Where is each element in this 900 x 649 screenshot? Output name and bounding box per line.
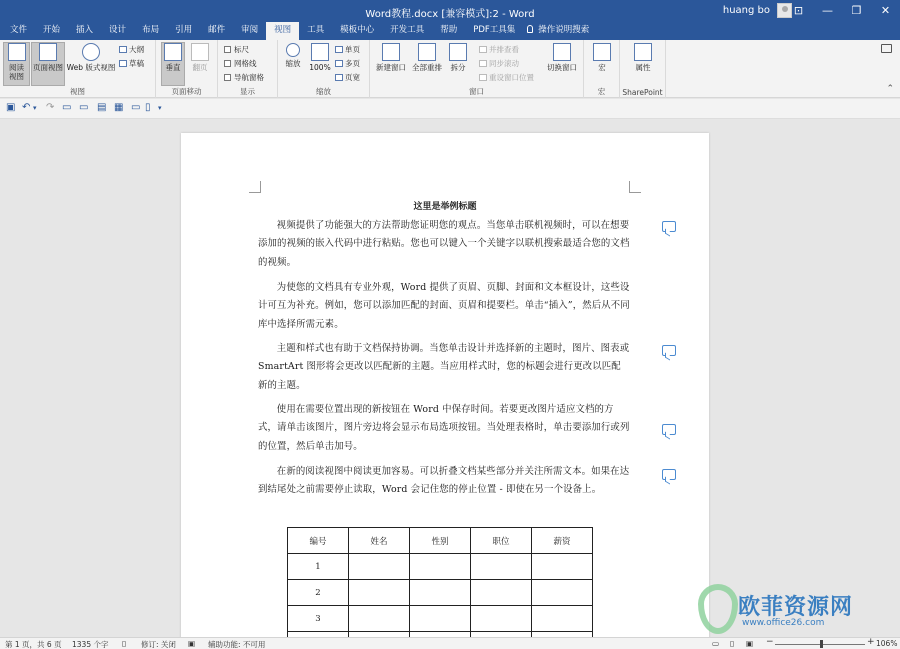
restore-button[interactable]: ❐	[851, 4, 862, 17]
reset-window-position-button[interactable]	[479, 73, 534, 83]
magnifier-icon	[286, 43, 300, 57]
table-cell[interactable]: 2	[288, 580, 349, 606]
macros-button[interactable]	[591, 43, 613, 72]
view-side-by-side-label: 并排查看	[489, 45, 519, 54]
paragraph-5: 在新的阅读视图中阅读更加容易。可以折叠文档某些部分并关注所需文本。如果在达到结尾处之前需要停止读取，Word 会记住您的停止位置 - 即使在另一个设备上。	[258, 466, 630, 496]
zoom-button[interactable]	[282, 43, 304, 68]
synchronous-scrolling-button[interactable]	[479, 59, 519, 69]
arrange-all-button[interactable]	[410, 43, 444, 72]
tab-tools[interactable]: 工具	[307, 25, 325, 35]
arrange-all-label: 全部重排	[412, 63, 442, 72]
word-count[interactable]: 1335 个字	[72, 640, 109, 649]
zoom-slider-thumb[interactable]	[820, 640, 823, 648]
group-macros	[584, 40, 620, 98]
navigation-pane-checkbox[interactable]	[224, 73, 264, 83]
ruler-check-icon	[224, 46, 231, 53]
read-mode-status-icon[interactable]: ▯	[730, 639, 735, 648]
group-page-movement	[156, 40, 218, 98]
quick-access-toolbar	[0, 99, 900, 119]
comment-icon[interactable]	[662, 221, 676, 232]
outline-button[interactable]	[119, 45, 144, 55]
tab-file[interactable]: 文件	[10, 25, 28, 35]
customize-qat-icon[interactable]: ▾	[158, 104, 162, 112]
page-width-button[interactable]	[335, 73, 360, 83]
paragraph-1: 视频提供了功能强大的方法帮助您证明您的观点。当您单击联机视频时，可以在想要添加的视频的嵌入代码中进行粘贴。您也可以键入一个关键字以联机搜索最适合您的文档的视频。	[258, 220, 630, 268]
zoom-100-label: 100%	[309, 63, 331, 72]
document-area[interactable]	[0, 120, 900, 637]
comment-icon[interactable]	[662, 469, 676, 480]
undo-icon[interactable]: ↶	[22, 102, 31, 113]
group-show	[218, 40, 278, 98]
status-bar	[0, 637, 900, 649]
user-name[interactable]: huang bo	[722, 5, 770, 16]
tab-mailings[interactable]: 邮件	[208, 25, 226, 35]
group-zoom	[278, 40, 370, 98]
switch-windows-icon	[553, 43, 571, 61]
table-cell[interactable]	[471, 606, 532, 632]
page-width-icon	[335, 74, 343, 81]
vertical-button[interactable]	[161, 42, 185, 86]
tell-me-search[interactable]	[523, 22, 597, 40]
new-window-label: 新建窗口	[376, 63, 406, 72]
undo-dropdown-icon[interactable]: ▾	[33, 104, 37, 112]
zoom-label: 缩放	[285, 59, 301, 68]
group-sharepoint-label: SharePoint	[622, 88, 663, 97]
switch-windows-button[interactable]	[544, 43, 580, 72]
view-side-by-side-button[interactable]	[479, 45, 519, 55]
redo-icon[interactable]: ↷	[46, 102, 55, 113]
comment-icon[interactable]	[662, 345, 676, 356]
table-row	[288, 606, 593, 632]
macros-label: 宏	[598, 63, 606, 72]
table-header-cell[interactable]: 编号	[288, 528, 349, 554]
print-layout-status-icon[interactable]: ▣	[746, 639, 754, 648]
margin-corner-mark	[629, 181, 641, 193]
print-preview-icon[interactable]: ▭	[62, 102, 72, 113]
table-cell[interactable]	[410, 606, 471, 632]
group-sharepoint	[620, 40, 666, 98]
draft-label: 草稿	[129, 59, 144, 68]
table-row	[288, 580, 593, 606]
read-mode-icon	[8, 43, 26, 61]
group-views-label: 视图	[70, 87, 85, 96]
zoom-100-button[interactable]	[307, 43, 333, 72]
sync-scroll-icon	[479, 60, 487, 67]
page-count[interactable]: 第 1 页，共 6 页	[5, 640, 62, 649]
group-page-movement-label: 页面移动	[171, 87, 202, 96]
watermark-brand: 欧菲资源网	[738, 595, 854, 620]
reset-window-position-label: 重设窗口位置	[489, 73, 534, 82]
group-window	[370, 40, 584, 98]
gridlines-checkbox[interactable]	[224, 59, 257, 69]
table-cell[interactable]	[410, 554, 471, 580]
side-to-side-label: 翻页	[192, 63, 208, 72]
tab-home[interactable]: 开始	[43, 25, 61, 35]
synchronous-scrolling-label: 同步滚动	[489, 59, 519, 68]
outline-icon	[119, 46, 127, 53]
paragraph-2: 为使您的文档具有专业外观，Word 提供了页眉、页脚、封面和文本框设计，这些设计可互为补充。例如，您可以添加匹配的封面、页眉和提要栏。单击“插入”，然后从不同库中选择所需元素。	[258, 282, 630, 330]
ribbon-display-options-icon[interactable]: ⊡	[793, 4, 804, 17]
multiple-pages-label: 多页	[345, 59, 360, 68]
tab-references[interactable]: 引用	[175, 25, 193, 35]
group-show-label: 显示	[240, 87, 255, 96]
group-macros-label: 宏	[597, 87, 606, 96]
tab-layout[interactable]: 布局	[142, 25, 160, 35]
watermark-logo-icon	[698, 584, 738, 634]
table-cell[interactable]: 1	[288, 554, 349, 580]
vertical-icon	[164, 43, 182, 61]
print-layout-button[interactable]	[31, 42, 65, 86]
tab-pdf-tools[interactable]: PDF工具集	[473, 25, 516, 35]
window-title: Word教程.docx [兼容模式]:2 - Word	[365, 9, 535, 20]
page-width-label: 页宽	[345, 73, 360, 82]
macro-record-icon[interactable]: ▣	[188, 639, 196, 648]
gridlines-check-icon	[224, 60, 231, 67]
one-page-label: 单页	[345, 45, 360, 54]
minimize-button[interactable]: —	[822, 4, 833, 17]
navigation-pane-label: 导航窗格	[234, 73, 264, 82]
reset-window-icon	[479, 74, 487, 81]
group-window-label: 窗口	[469, 87, 484, 96]
tab-insert[interactable]: 插入	[76, 25, 94, 35]
table-cell[interactable]	[532, 554, 593, 580]
table-cell[interactable]	[349, 606, 410, 632]
close-button[interactable]: ✕	[880, 4, 891, 17]
split-label: 拆分	[450, 63, 466, 72]
table-header-cell[interactable]: 职位	[471, 528, 532, 554]
open-icon[interactable]: ▦	[114, 102, 124, 113]
side-by-side-icon	[479, 46, 487, 53]
tab-view[interactable]: 视图	[266, 22, 299, 40]
ribbon	[0, 40, 900, 98]
table-cell[interactable]	[532, 606, 593, 632]
web-layout-icon	[82, 43, 100, 61]
zoom-out-button[interactable]: −	[766, 637, 774, 647]
email-icon[interactable]: ▭	[131, 102, 141, 113]
ruler-checkbox[interactable]	[224, 45, 249, 55]
document-title: 这里是举例标题	[413, 202, 477, 212]
side-to-side-icon	[191, 43, 209, 61]
properties-icon	[634, 43, 652, 61]
web-layout-button[interactable]	[66, 43, 116, 72]
macros-icon	[593, 43, 611, 61]
document-page[interactable]	[181, 133, 709, 637]
watermark-url: www.office26.com	[742, 618, 825, 628]
tab-developer[interactable]: 开发工具	[390, 25, 425, 35]
table-cell[interactable]: 3	[288, 606, 349, 632]
tab-help[interactable]: 帮助	[440, 25, 458, 35]
paragraph-4: 使用在需要位置出现的新按钮在 Word 中保存时间。若要更改图片适应文档的方式，请单击该图片，图片旁边将会显示布局选项按钮。当处理表格时，单击要添加行或列的位置，然后单击加号。	[258, 404, 630, 452]
format-icon[interactable]: ▯	[145, 102, 151, 113]
table-header-cell[interactable]: 性别	[410, 528, 471, 554]
new-doc-icon[interactable]: ▤	[97, 102, 107, 113]
multiple-pages-button[interactable]	[335, 59, 360, 69]
comment-icon[interactable]	[662, 424, 676, 435]
properties-label: 属性	[635, 63, 651, 72]
watermark	[690, 580, 900, 640]
zoom-level[interactable]: 106%	[876, 639, 898, 648]
print-layout-icon	[39, 43, 57, 61]
comments-icon[interactable]	[881, 44, 892, 53]
gridlines-label: 网格线	[234, 59, 257, 68]
track-changes-status[interactable]: 修订: 关闭	[141, 640, 176, 649]
table-cell[interactable]	[532, 580, 593, 606]
read-mode-qat-icon[interactable]: ▭	[79, 102, 89, 113]
table-cell[interactable]	[471, 580, 532, 606]
accessibility-status[interactable]: 辅助功能: 不可用	[208, 640, 266, 649]
new-window-button[interactable]	[374, 43, 408, 72]
tab-template-center[interactable]: 模板中心	[340, 25, 375, 35]
zoom-in-button[interactable]: +	[867, 637, 875, 647]
split-icon	[449, 43, 467, 61]
ribbon-tabs	[0, 22, 900, 40]
focus-icon[interactable]: ▭	[712, 639, 720, 648]
group-zoom-label: 缩放	[316, 87, 331, 96]
data-table[interactable]	[287, 527, 593, 637]
multiple-pages-icon	[335, 60, 343, 67]
table-cell[interactable]	[471, 554, 532, 580]
vertical-label: 垂直	[165, 63, 181, 72]
tab-design[interactable]: 设计	[109, 25, 127, 35]
switch-windows-label: 切换窗口	[547, 63, 577, 72]
outline-label: 大纲	[129, 45, 144, 54]
table-cell[interactable]	[349, 554, 410, 580]
table-header-row	[288, 528, 593, 554]
web-layout-label: Web 版式视图	[66, 63, 116, 72]
one-page-icon	[335, 46, 343, 53]
group-views	[0, 40, 156, 98]
split-button[interactable]	[446, 43, 470, 72]
draft-icon	[119, 60, 127, 67]
side-to-side-button[interactable]	[188, 43, 212, 72]
table-cell[interactable]	[410, 580, 471, 606]
new-window-icon	[382, 43, 400, 61]
tab-review[interactable]: 审阅	[241, 25, 259, 35]
margin-corner-mark	[249, 181, 261, 193]
collapse-ribbon-icon[interactable]: ⌃	[886, 84, 894, 94]
zoom-100-icon	[311, 43, 329, 61]
table-header-cell[interactable]: 薪资	[532, 528, 593, 554]
read-mode-button[interactable]	[3, 42, 30, 86]
arrange-all-icon	[418, 43, 436, 61]
table-header-cell[interactable]: 姓名	[349, 528, 410, 554]
proofing-icon[interactable]: ▯	[122, 639, 127, 648]
ruler-label: 标尺	[234, 45, 249, 54]
one-page-button[interactable]	[335, 45, 360, 55]
title-bar	[0, 0, 900, 22]
read-mode-label: 阅读 视图	[9, 63, 24, 81]
properties-button[interactable]	[632, 43, 654, 72]
lightbulb-icon	[527, 25, 533, 33]
tell-me-label: 操作说明搜索	[538, 25, 590, 35]
paragraph-3: 主题和样式也有助于文档保持协调。当您单击设计并选择新的主题时，图片、图表或 SmartArt 图形将会更改以匹配新的主题。当应用样式时，您的标题会进行更改以匹配新的主题。	[258, 343, 630, 391]
table-row	[288, 554, 593, 580]
draft-button[interactable]	[119, 59, 144, 69]
table-cell[interactable]	[349, 580, 410, 606]
navigation-pane-check-icon	[224, 74, 231, 81]
print-layout-label: 页面视图	[33, 63, 63, 72]
save-icon[interactable]: ▣	[6, 102, 16, 113]
